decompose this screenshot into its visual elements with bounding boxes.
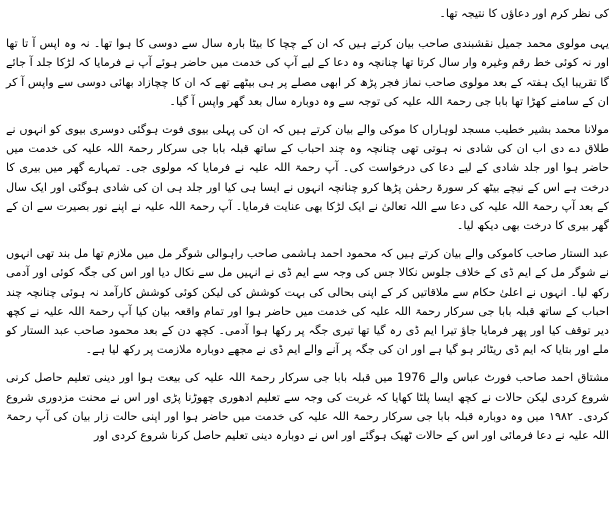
- paragraph-abdul-sattar: عبد الستار صاحب کاموکی والے بیان کرتے ہیں کہ محمود احمد ہاشمی صاحب راہوالی شوگر مل میں ملازم تھا مل بند تھی انہوں نے شوگر مل کے ایم ڈی کے خلاف جلوس نکالا جس کی وجہ سے ایم ڈی نے انہیں مل سے نکال دیا اور اس کی جگہ کوئی اور آدمی رکھ لیا۔ انہوں نے اعلیٰ حکام سے ملاقاتیں کر کے اپنی بحالی کی بہت کوشش کی لیکن کوئی کوشش کارآمد نہ ہوئی چنانچہ چند احباب کے ساتھ قبلہ بابا جی سرکار رحمۃ اللہ علیہ کی خدمت میں حاضر ہوا اور تمام واقعہ بیان کیا آپ رحمۃ اللہ علیہ نے کچھ دیر توقف کیا اور پھر فرمایا جاؤ تیرا ایم ڈی رہ گیا تھا تیری جگہ پر رکھا ہوا آدمی۔ کچھ دن کے بعد محمود صاحب عبد الستار کو ملے اور بتایا کہ ایم ڈی ریٹائر ہو گیا ہے اور ان کی جگہ پر آنے والے ایم ڈی نے مجھے دوبارہ ملازمت پر رکھ لیا ہے۔: [6, 247, 609, 357]
- paragraph-mushtaq-ahmad: مشتاق احمد صاحب فورٹ عباس والے 1976 میں قبلہ بابا جی سرکار رحمۃ اللہ علیہ کی بیعت ہوا اور دینی تعلیم حاصل کرنی شروع کردی لیکن حالات نے کچھ ایسا پلٹا کھایا کہ غربت کی وجہ سے تعلیم ادھوری چھوڑنا پڑی اور اس نے محنت مزدوری شروع کردی۔ ۱۹۸۲ میں وہ دوبارہ قبلہ بابا جی سرکار رحمۃ اللہ علیہ کی خدمت میں حاضر ہوا اور اپنی حالت زار بیان کی آپ رحمۃ اللہ علیہ نے دعا فرمائی اور اس کے حالات ٹھیک ہوگئے اور اس نے دوبارہ دینی تعلیم حاصل کرنا شروع کردی اور: [6, 371, 610, 443]
- paragraph-continuation: کی نظر کرم اور دعاؤں کا نتیجہ تھا۔: [439, 7, 609, 20]
- paragraph-maulana-bashir: مولانا محمد بشیر خطیب مسجد لوہاراں کا موکی والے بیان کرتے ہیں کہ ان کی پہلی بیوی فوت ہوگئی دوسری بیوی کو انہوں نے طلاق دے دی اب ان کی شادی نہ ہوتی تھی چنانچہ وہ چند احباب کے ساتھ قبلہ بابا جی سرکار رحمۃ اللہ علیہ کی خدمت میں حاضر ہوا اور جلد شادی کے لیے دعا کی درخواست کی۔ آپ رحمۃ اللہ علیہ نے فرمایا کہ مولوی جی۔ تمہارے گھر میں بیری کا درخت ہے اس کے نیچے بیٹھ کر سورۃ رحمٰن پڑھا کرو چنانچہ انہوں نے ایسا ہی کیا اور جلد ہی ان کی شادی ہوگئی اور ایک سال کے بعد آپ رحمۃ اللہ علیہ کی دعا سے اللہ تعالیٰ نے ایک لڑکا بھی عنایت فرمایا۔ آپ رحمۃ اللہ علیہ نے اپنے نور بصیرت سے ان کے گھر بیری کا درخت بھی دیکھ لیا۔: [6, 123, 609, 233]
- paragraph-maulvi-jamil: یہی مولوی محمد جمیل نقشبندی صاحب بیان کرتے ہیں کہ ان کے چچا کا بیٹا بارہ سال سے دوسی کا ہوا تھا۔ نہ وہ اپس آ تا تھا اور نہ کوئی خط رقم وغیرہ وار سال کرتا تھا چنانچہ وہ دعا کے لیے آپ کی خدمت میں حاضر ہوئے آپ نے فرمایا کہ لڑکا جلد آ جائے گا تقریبا ایک ہفتہ کے بعد مولوی صاحب نماز فجر پڑھ کر ابھی مصلے پر ہی بیٹھے تھے کہ ان کا چچازاد بھائی دوسی سے واپس آ کر ان کے سامنے کھڑا تھا بابا جی رحمۃ اللہ علیہ کی توجہ سے وہ دوبارہ سال بعد گھر واپس آ گیا۔: [6, 37, 609, 108]
